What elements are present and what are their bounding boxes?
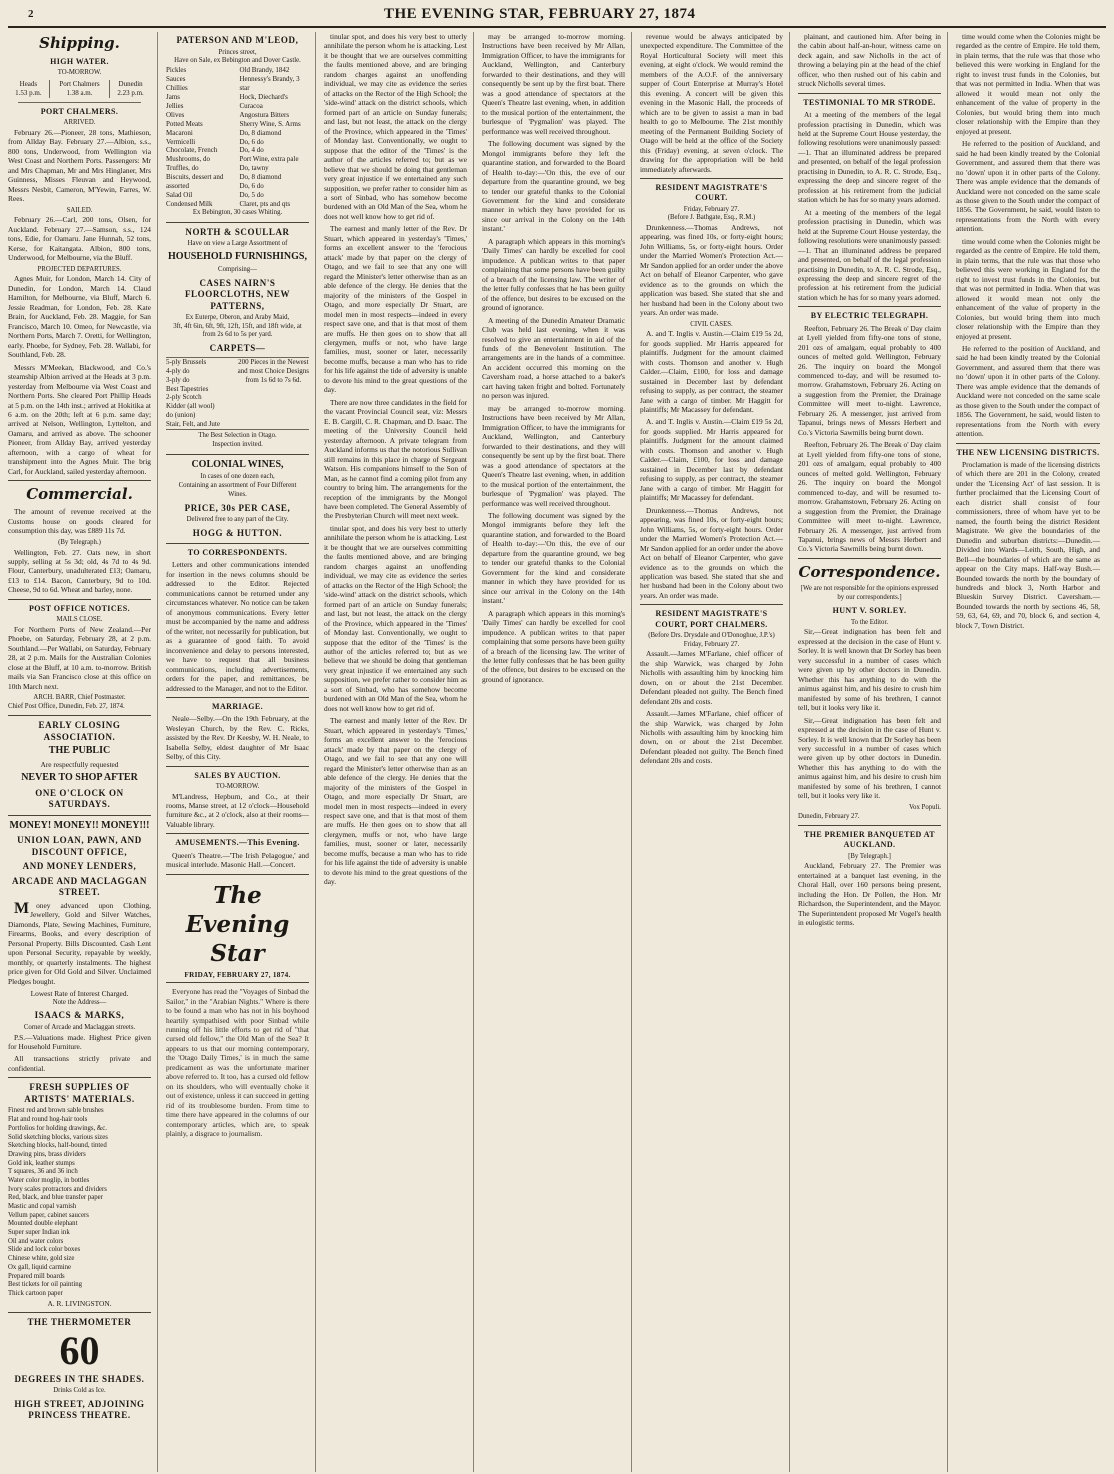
divider (8, 599, 151, 600)
marriage-text: Neale—Selby.—On the 19th February, at the Wesleyan Church, by the Rev. C. Ricks, assisted by the Rev. Dr Keesby, W. H. Neale, to Isabella Selby, eldest daughter of Mr Isaac Selby, of this City. (166, 714, 309, 762)
divider (166, 874, 309, 875)
list-item: Sherry Wine, S. Arms (239, 119, 301, 128)
list-item: Mounted double elephant (8, 1220, 78, 1228)
divider (8, 1077, 151, 1078)
early-closing-saturdays: ONE O'CLOCK ON SATURDAYS. (35, 787, 124, 810)
divider (798, 93, 941, 94)
list-item: Oil and water colors (8, 1237, 64, 1245)
masthead (8, 4, 1106, 28)
list-item: Sketching blocks, half-bound, tinted (8, 1142, 107, 1150)
divider (18, 102, 141, 103)
tide-time-heads: 1.53 p.m. (15, 89, 42, 98)
hunt-signoff: Vox Populi. (909, 803, 941, 811)
divider (166, 454, 309, 455)
article-text: A paragraph which appears in this morning's 'Daily Times' can hardly be excelled for cool impudence. A publican writes to that paper complaining that some persons have been guilty of a breach of the licensing law. The writer of the letter fully confesses that he has been guilty of the offence, but desires to be excused on the ground of ignorance. (482, 608, 625, 684)
list-item: Ox gall, liquid carmine (8, 1263, 72, 1271)
money-lenders: AND MONEY LENDERS, (22, 861, 137, 872)
column-3 (324, 32, 474, 1472)
column-7 (956, 32, 1106, 1472)
divider (8, 815, 151, 816)
hunt-text: Sir,—Great indignation has been felt and expressed at the decision in the case of Hunt v. Sorley. It is well known that Dr Sorley has been very successful in a number of cases which were given up by other doctors in Dunedin. Whether this has anything to do with the animus against him, and his desire to crush him manifested by some of his brethren, I cannot tell, but it looks very like it. (798, 627, 941, 713)
article-text: time would come when the Colonies might be regarded as the centre of Empire. He told them, in plain terms, that the rule was that those who believed this were working in England for the right to invest trust funds in the Colonies, but that was not permitted in India. When that was allowed it would mean not only the enhancement of the value of property in the Colonies, but would bring them into much closer relationship with the Empire than they enjoyed at present. (956, 32, 1100, 136)
telegraph-text: Reefton, February 26. The Break o' Day claim at Lyell yielded from fifty-one tons of stone, 201 ozs of amalgam, equal probably to 400 ounces of melted gold. Wellington, February 26. The inquiry on board the Mongol commenced to-day, and will be resumed to-morrow. Grahamstown, February 26. Acting on a suggestion from the Premier, the Drainage Committee will meet to-night. Lawrence, February 26. A messenger, just arrived from Tapanui, brings news of Messrs Herbert and Co.'s Victoria Sawmills being burnt down. (798, 323, 941, 437)
artists-list (8, 1107, 151, 1298)
list-item: Biscuits, dessert and assorted (166, 173, 224, 191)
marriage-heading: MARRIAGE. (212, 702, 263, 712)
divider (8, 1312, 151, 1313)
paterson-heading: PATERSON AND M'LEOD, (176, 35, 299, 45)
list-item: 5-ply Brussels (166, 357, 207, 366)
article-text: may be arranged to-morrow morning. Instructions have been received by Mr Allan, Immigration Officer, to have the immigrants for Auckland, Wellington, and Canterbury forwarded to their destinations, and they will consequently be sent up by the first boat. There was a good attendance of spectators at the Queen's Theatre last evening, when, in addition to the musical portion of the entertainment, the burlesque of 'Pygmalion' was played. The performance was well received throughout. (482, 403, 625, 508)
best-selection: The Best Selection in Otago. (198, 432, 277, 440)
telegraph-text: Reefton, February 26. The Break o' Day claim at Lyell yielded from fifty-one tons of stone, 201 ozs of amalgam, equal probably to 400 ounces of melted gold. Wellington, February 26. The inquiry on board the Mongol commenced to-day, and will be resumed to-morrow. Grahamstown, February 26. Acting on a suggestion from the Premier, the Drainage Committee will meet to-night. Lawrence, February 26. A messenger, just arrived from Tapanui, brings news of Messrs Herbert and Co.'s Victoria Sawmills being burnt down. (798, 440, 941, 554)
article-text: The following document was signed by the Mongol immigrants before they left the quarantine station, and forwarded to the Board of Health to-day:—'On this, the eve of our departure from the quarantine ground, we beg to tender our grateful thanks to the Colonial Government for the kind and considerate manner in which they have provided for us since our arrival in the Colony on the 14th instant.' (482, 510, 625, 606)
column-6 (798, 32, 948, 1472)
correspondence-heading: Correspondence. (798, 562, 941, 581)
tide-label-port: Port Chalmers (49, 80, 109, 89)
carpets-right: 200 Pieces in the Newest and most Choice Designs from 1s 6d to 7s 6d. (237, 357, 309, 384)
list-item: Jams (166, 92, 180, 101)
list-item: Mushrooms, do (166, 155, 210, 164)
list-item: 3-ply do (166, 375, 190, 384)
amusements-text: Queen's Theatre.—'The Irish Pelagogue,' and musical interlude. Masonic Hall.—Concert. (166, 850, 309, 870)
list-item: Prepared mill boards (8, 1272, 65, 1280)
list-item: Flat and round hog-hair tools (8, 1116, 88, 1124)
pc-court-before: (Before Drs. Drysdale and O'Donoghue, J.P.'s) (648, 631, 775, 639)
list-item: Truffles, do (166, 164, 199, 173)
auction-text: M'Landress, Hepburn, and Co., at their rooms, Manse street, at 12 o'clock—Household furniture &c., at 2 o'clock, also at their rooms—Valuable library. (166, 791, 309, 829)
list-item: Water color moglip, in bottles (8, 1176, 90, 1184)
page-number: 2 (28, 8, 34, 20)
list-item: T squares, 36 and 36 inch (8, 1168, 78, 1176)
list-item: Port Wine, extra pale (239, 155, 299, 164)
artists-signoff: A. R. LIVINGSTON. (47, 1298, 112, 1308)
arrived-heading: ARRIVED. (63, 119, 96, 127)
household-heading: HOUSEHOLD FURNISHINGS, (168, 251, 307, 263)
auction-heading: SALES BY AUCTION. (194, 770, 281, 780)
premier-heading: THE PREMIER BANQUETED AT AUCKLAND. (803, 830, 936, 850)
divider (798, 825, 941, 826)
list-item: Salad Oil (166, 191, 193, 200)
list-item: Do, tawny (239, 164, 269, 173)
address-note: Note the Address— (52, 998, 107, 1006)
premier-telegraph: [By Telegraph.] (848, 852, 891, 860)
list-item: Chinese white, gold size (8, 1255, 75, 1263)
pc-court-date: Friday, February 27. (683, 640, 740, 648)
high-water-heading: HIGH WATER. (50, 57, 109, 67)
list-item: Old Brandy, 1842 (239, 65, 290, 74)
testimonial-text: At a meeting of the members of the legal profession practising in Dunedin, which was held at the Supreme Court House yesterday, the following resolutions were unanimously passed:—1. That an illuminated address be prepared and presented, on behalf of the legal profession practising in Dunedin, to A. R. C. Strode, Esq., expressing the deep and sincere regret of the profession at his retirement from the judicial station which he has for so many years adorned. (798, 110, 941, 205)
licensing-heading: THE NEW LICENSING DISTRICTS. (956, 447, 1100, 457)
list-item: Do, 8 diamond (239, 173, 282, 182)
list-item: Chocolate, French (166, 146, 218, 155)
column-4 (482, 32, 632, 1472)
leader-text: Everyone has read the "Voyages of Sinbad the Sailor," in the "Arabian Nights." Where is there to be found a man who has not in his boyhood heartily sympathised with poor Sinbad while running off his little efforts to get rid of "that cursed old fellow," the Old Man of the Sea? It appears to us that our morning contemporary, the 'Otago Daily Times,' is in much the same predicament as was the unfortunate mariner above referred to. It too, has a cursed old fellow on its shoulders, who will eventually choke it out of existence, unless it can succeed in getting rid of its troublesome burden. From time to time there have appeared in the columns of our contemporary articles, which are, to speak plainly, a disgrace to journalism. (166, 987, 309, 1139)
carpets-heading: CARPETS— (209, 343, 266, 354)
article-text: The following document was signed by the Mongol immigrants before they left the quarantine station, and forwarded to the Board of Health to-day:—'On this, the eve of our departure from the quarantine ground, we beg to tender our grateful thanks to the Colonial Government for the kind and considerate manner in which they have provided for us since our arrival in the Colony on the 14th instant.' (482, 139, 625, 234)
newspaper-title: THE EVENING STAR, FEBRUARY 27, 1874 (383, 5, 696, 22)
list-item: Claret, pts and qts (239, 200, 291, 209)
list-item: do (union) (166, 411, 196, 420)
paterson-right (240, 66, 310, 209)
article-text: He referred to the position of Auckland, and said he had been kindly treated by the Colonial Government, and assured them that there was no 'down' upon it in other parts of the Colony. There was ample evidence that the demands of Auckland were not conceded on the same scale as those given to the South under the compact of 1856. The Government, he said, would listen to representations from the North with every attention. (956, 344, 1100, 439)
sailed-text: February 26.—Carl, 200 tons, Olsen, for Auckland. February 27.—Samson, s.s., 124 tons, Edie, for Oamaru. Jane Hunnah, 52 tons, Kerse, for Kaitangata. Albion, 800 tons, Underwood, for Melbourne, via the Bluff. (8, 215, 151, 263)
rm-court-text: Drunkenness.—Thomas Andrews, not appearing, was fined 10s, or forty-eight hours; John Williams, 5s, or forty-eight hours. Order under the Married Women's Protection Act.—Mr Sandon applied for an order under the above Act on behalf of Eleanor Carpenter, who gave evidence as to the grounds on which the application was based. She stated that she and her husband had been in the Colony about two years. An order was made. (640, 222, 783, 318)
list-item: Do, 4 do (239, 146, 264, 155)
list-item: Ivory scales protractors and dividers (8, 1185, 107, 1193)
post-office-heading: POST OFFICE NOTICES. (29, 603, 130, 613)
article-text: tinular spot, and does his very best to utterly annihilate the person whom he is attacking. Lest it be thought that we are ourselves committing the faults mentioned above, and are bringing random charges against an unoffending individual, we may cite as evidence the series of attacks on the Rector of the High School; the 'side-wind' attack on the district schools, which formed part of an article on Sunday funerals; and last, but not least, the attack on the clergy of the Province, which appeared in the 'Times' of Monday last. Conventionally, we ought to suppose that the editor of the 'Times' is the author of the articles referred to; but as we believe that we should be doing that gentleman very great injustice if we entertained any such supposition, we prefer rather to consider him as a sort of Sinbad, who has somehow become burdened with an Old Man of the Sea, whom he does not well know how to get rid of. (324, 32, 467, 221)
premier-text: Auckland, February 27. The Premier was entertained at a banquet last evening, in the Choral Hall, over 160 persons being present, including the Hon. Dr Pollen, the Hon. Mr Richardson, the Superintendent, and the Mayor. The Superintendent proposed Mr Vogel's health in eulogistic terms. (798, 861, 941, 928)
divider (8, 715, 151, 716)
pc-court-text: Assault.—James M'Farlane, chief officer of the ship Warwick, was charged by John Nicholls with assaulting him by knocking him down, on or about the 21st December. Defendant pleaded not guilty. The Bench fined defendant 20s and costs. (640, 709, 783, 766)
article-text: He referred to the position of Auckland, and said he had been kindly treated by the Colonial Government, and assured them that there was no 'down' upon it in other parts of the Colony. There was ample evidence that the demands of Auckland were not conceded on the same scale as those given to the South under the compact of 1856. The Government, he said, would listen to representations from the North with every attention. (956, 139, 1100, 234)
divider (798, 306, 941, 307)
list-item: Olives (166, 110, 185, 119)
departures-heading: PROJECTED DEPARTURES. (37, 265, 122, 273)
tide-time-dunedin: 2.23 p.m. (110, 89, 151, 98)
colonial-delivered: Delivered free to any part of the City. (186, 516, 289, 524)
list-item: Do, 6 do (239, 137, 264, 146)
tide-table (8, 80, 151, 98)
commercial-heading: Commercial. (26, 485, 133, 504)
early-closing-heading: EARLY CLOSING ASSOCIATION. (38, 720, 121, 742)
list-item: Vermicelli (166, 137, 196, 146)
divider (166, 833, 309, 834)
list-item: Sauces (166, 74, 186, 83)
article-text: A meeting of the Dunedin Amateur Dramatic Club was held last evening, when it was resolved to give an entertainment in aid of the funds of the Benevolent Institution. The arrangements are in the hands of a committee. An accident occurred this morning on the Caversham road, a horse attached to a baker's cart having taken fright and bolted. Fortunately no person was injured. (482, 315, 625, 401)
list-item: Best Tapestries (166, 384, 209, 393)
evening-star-title: The Evening Star (185, 881, 290, 968)
testimonial-heading: TESTIMONIAL TO MR STRODE. (803, 97, 936, 107)
shipping-notes: Messrs M'Meekan, Blackwood, and Co.'s steamship Albion arrived at the Heads at 3 p.m. yesterday from Melbourne via West Coast and Northern Ports. She cleared Port Phillip Heads at 5 p.m. on the 14th inst.; arrived at Hokitika at 6 a.m. on the 20th; left at 6 p.m. same day; arrived at Nelson, Wellington, Lyttelton, and Oamaru, and arrived as above. The schooner Pioneer, from Allday Bay, arrived yesterday afternoon, with a cargo of wheat for transhipment into the Agnes Muir. The brig Carl, for Auckland, sailed yesterday afternoon. (8, 362, 151, 476)
paterson-left (166, 66, 236, 209)
list-item: Pickles (166, 65, 187, 74)
correspondents-text: Letters and other communications intended for insertion in the news columns should be addressed to the Editor. Rejected communications cannot be returned under any circumstances whatever. No notice can be taken of anonymous communications. Every letter must be accompanied by the name and address of the writer, not necessarily for publication, but as a guarantee of good faith. To avoid inconvenience and delay to persons interested, we have to request that all business communications, including advertisements, orders for the paper, and remittances, be addressed to the Manager, and not to the Editor. (166, 560, 309, 693)
carpets-left (166, 358, 238, 430)
early-closing-public: THE PUBLIC (48, 745, 111, 757)
list-item: Drawing pins, brass dividers (8, 1150, 86, 1158)
article-text: There are now three candidates in the field for the vacant Provincial Council seat, viz: Messrs E. B. Cargill, C. R. Chapman, and D. Isaac. The meeting of the University Council held yesterday afternoon. A private telegram from Auckland informs us that the notorious Sullivan still remains in this place in charge of Sergeant Watson. His companions himself to the Son of Man, as he cannot find a coming pilot from any country to bring him. The arrangements for the reception of the immigrants by the Mongol have been completed. The General Assembly of the Presbyterian Church will meet next week. (324, 397, 467, 521)
rm-court-text: Drunkenness.—Thomas Andrews, not appearing, was fined 10s, or forty-eight hours; John Williams, 5s, or forty-eight hours. Order under the Married Women's Protection Act.—Mr Sandon applied for an order under the above Act on behalf of Eleanor Carpenter, who gave evidence as to the grounds on which the application was based. She stated that she and her husband had been in the Colony about two years. An order was made. (640, 505, 783, 600)
list-item: Vellum paper, cabinet saucers (8, 1211, 89, 1219)
isaacs-confidential: All transactions strictly private and confidential. (8, 1054, 151, 1073)
list-item: Stair, Felt, and Jute (166, 420, 220, 429)
list-item: Kidder (all wool) (166, 402, 215, 411)
divider (166, 222, 309, 223)
artists-heading: FRESH SUPPLIES OF ARTISTS' MATERIALS. (24, 1082, 135, 1104)
list-item: Do, 6 do (239, 182, 264, 191)
tide-label-dunedin: Dunedin (110, 80, 151, 89)
rm-court-date: Friday, February 27. (683, 205, 740, 213)
paterson-street: Princes street, (218, 48, 257, 56)
divider (956, 443, 1100, 444)
correspondence-note: [We are not responsible for the opinions expressed by our correspondents.] (800, 585, 939, 601)
list-item: Do, 8 diamond (239, 128, 282, 137)
list-item: Jellies (166, 101, 184, 110)
pc-court-heading: RESIDENT MAGISTRATE'S COURT, PORT CHALMERS. (655, 609, 768, 629)
divider (640, 178, 783, 179)
article-text: A paragraph which appears in this morning's 'Daily Times' can hardly be excelled for cool impudence. A publican writes to that paper complaining that some persons have been guilty of a breach of the licensing law. The writer of the letter fully confesses that he has been guilty of the offence, but desires to be excused on the ground of ignorance. (482, 236, 625, 313)
list-item: Solid sketching blocks, various sizes (8, 1133, 108, 1141)
divider (8, 480, 151, 481)
correspondents-heading: TO CORRESPONDENTS. (187, 548, 288, 558)
list-item: Best tickets for oil painting (8, 1281, 82, 1289)
list-item: Potted Meats (166, 119, 203, 128)
list-item: Angostura Bitters (239, 110, 290, 119)
list-item: 4-ply do (166, 366, 190, 375)
hunt-to: To the Editor. (850, 618, 889, 626)
money-text: Money advanced upon Clothing, Jewellery, Gold and Silver Watches, Diamonds, Plate, Sewing Machines, Furniture, Firearms, Books, and every description of Personal Property. Bills Discounted. Cash Lent upon Personal Security, repayable by weekly, monthly, or quarterly instalments. The highest price given for Old Gold and Silver. Unclaimed Pledges bought. (8, 899, 151, 986)
licensing-text: Proclamation is made of the licensing districts of which there are 201 in the Colony, created under the 'Licensing Act' of last session. It is further proclaimed that the Licensing Court of each district shall consist of four commissioners, three of whom have yet to be named, the fourth being the district Resident Magistrate. We give the boundaries of the Dunedin and suburban districts:—Dunedin.—Divided into Wards—Leith, South, High, and Bell—the boundaries of which are the same as appear on the City maps. Half-way Bush.—Bounded towards the north by the boundary of hundreds and block 3, North Harbor and Blueskin Survey District. Caversham.—Bounded towards the north by sections 46, 58, 59, 63, 64, 69, and 70, block 6, and section 4, block 7, Town District. (956, 459, 1100, 630)
paterson-ex: Ex Bebington, 30 cases Whiting. (192, 209, 283, 217)
thermometer-unit: DEGREES IN THE SHADES. (14, 1373, 145, 1384)
list-item: Super super Indian ink (8, 1229, 70, 1237)
isaacs-corner: Corner of Arcade and Maclaggan streets. (23, 1023, 136, 1031)
article-text: revenue would be always anticipated by unexpected expenditure. The Committee of the Royal Horticultural Society will meet this evening, at eight o'clock. We would remind the members of the A.O.F. of the anniversary supper of Court Enterprise at Murray's Hotel this evening. A concert will be given this evening in the Masonic Hall, the proceeds of which are to be given to assist a man in bad health to go to Melbourne. The 21st monthly meeting of the Permanent Building Society of Otago will be held at the office of the Society this (Friday) evening, at seven o'clock. The drawing for the appropriation will be held immediately afterwards. (640, 32, 783, 174)
article-text: plainant, and cautioned him. After being in the cabin about half-an-hour, witness came on deck again, and saw Nicholls in the act of throwing a belaying pin at the head of the chief officer, who then rushed out of his cabin and struck Nicholls several times. (798, 32, 941, 89)
list-item: Hennessy's Brandy, 3 star (239, 74, 300, 92)
article-text: tinular spot, and does his very best to utterly annihilate the person whom he is attacking. Lest it be thought that we are ourselves committing the faults mentioned above, and are bringing random charges against an unoffending individual, we may cite as evidence the series of attacks on the Rector of the High School; the 'side-wind' attack on the district schools, which formed part of an article on Sunday funerals; and last, but not least, the attack on the clergy of the Province, which appeared in the 'Times' of Monday last. Conventionally, we ought to suppose that the editor of the 'Times' is the author of the articles referred to; but as we believe that we should be doing that gentleman very great injustice if we entertained any such supposition, we prefer rather to consider him as a sort of Sinbad, who has somehow become burdened with an Old Man of the Sea, whom he does not well know how to get rid of. (324, 523, 467, 713)
shipping-heading: Shipping. (39, 34, 120, 52)
list-item: Hock, Diechard's (239, 92, 288, 101)
hogg-hutton: HOGG & HUTTON. (192, 527, 283, 538)
column-5 (640, 32, 790, 1472)
post-text: For Northern Ports of New Zealand.—Per Phoebe, on Saturday, February 28, at 2 p.m. Southland.—Per Wallabi, on Saturday, February 28, at 2 p.m. Mails for the Australian Colonies close at the Bluff, at 10 a.m. to-morrow. British mails via San Francisco close at this office on 10th March next. (8, 624, 151, 691)
sailed-heading: SAILED. (66, 206, 93, 214)
thermometer-drinks: Drinks Cold as Ice. (53, 1387, 106, 1395)
list-item: Condensed Milk (166, 200, 213, 209)
list-item: Slide and lock color boxes (8, 1246, 81, 1254)
divider (640, 604, 783, 605)
list-item: Mastic and copal varnish (8, 1203, 77, 1210)
widths: 3ft, 4ft 6in, 6ft, 9ft, 12ft, 15ft, and 18ft wide, at from 2s 6d to 5s per yard. (173, 322, 302, 339)
civil-text: A. and T. Inglis v. Austin.—Claim £19 5s 2d, for goods supplied. Mr Harris appeared for plaintiffs. Judgment for the amount claimed with costs. Thomson and another v. Hugh Calder.—Claim, £100, for loss and damage sustained in December last by defendant refusing to supply, as per contract, the steamer Jane with a cargo of timber. Mr Haggitt for plaintiffs; Mr Macassey for defendant. (640, 329, 783, 414)
arcade-address: ARCADE AND MACLAGGAN STREET. (12, 875, 147, 898)
list-item: Do, 5 do (239, 191, 264, 200)
thermometer-heading: THE THERMOMETER (27, 1317, 132, 1328)
money-heading: MONEY! MONEY!! MONEY!!! (9, 819, 150, 831)
list-item: 2-ply Scotch (166, 393, 202, 402)
early-closing-requested: Are respectfully requested (40, 760, 119, 770)
divider (166, 697, 309, 698)
article-text: The earnest and manly letter of the Rev. Dr Stuart, which appeared in yesterday's 'Times,' forms an excellent answer to the 'ferocious attack' made by that paper on the clergy of Otago, and we fail to see that any one will regard the Minister's letter otherwise than as an able defence of the clergy. He denies that the majority of the ministers of the Gospel in Otago, and more especially Dr Stuart, are model men in most respects—indeed in every respect save one, and that is that most of them are muffs. He then goes on to show that all clergymen, muffs or not, who have large families, must, sooner or later, necessarily become muffs, because a man who has to ride for his life against the tide of adversity is unable to devote his mind to the great questions of the day. (324, 224, 467, 395)
high-water-sub: TO-MORROW. (57, 69, 102, 77)
departures-text: Agnes Muir, for London, March 14. City of Dunedin, for London, March 14. Claud Hamilton, for Melbourne, via Bluff, March 6. Jessie Readman, for London, Feb. 28. Kate Brain, for Auckland, Feb. 28. Maggie, for San Francisco, March 10. Omeo, for Newcastle, via Northern Ports, March 7. Oretti, for Wellington, early. Phoebe, for Sydney, Feb. 28. Wallabi, for Southland, Feb. 28. (8, 274, 151, 360)
colonial-wines: Wines. (228, 490, 247, 498)
list-item: Curacoa (239, 101, 263, 110)
hunt-date: Dunedin, February 27. (798, 812, 860, 820)
north-scoullar: NORTH & SCOULLAR (185, 226, 290, 237)
testimonial-text: At a meeting of the members of the legal profession practising in Dunedin, which was held at the Supreme Court House yesterday, the following resolutions were unanimously passed:—1. That an illuminated address be prepared and presented, on behalf of the legal profession practising in Dunedin, to A. R. C. Strode, Esq., expressing the deep and sincere regret of the profession at his retirement from the judicial station which he has for so many years adorned. (798, 207, 941, 302)
north-view: Have on view a Large Assortment of (187, 240, 288, 248)
colonial-wines-heading: COLONIAL WINES, (191, 458, 284, 470)
telegraph-heading: BY ELECTRIC TELEGRAPH. (810, 311, 929, 321)
column-1 (8, 32, 158, 1472)
divider (166, 766, 309, 767)
list-item: Red, black, and blue transfer paper (8, 1194, 103, 1202)
union-loan: UNION LOAN, PAWN, AND DISCOUNT OFFICE, (17, 835, 142, 857)
list-item: Chillies (166, 83, 188, 92)
colonial-cases: In cases of one dozen each, (200, 473, 275, 481)
divider (166, 543, 309, 544)
mails-close: MAILS CLOSE. (56, 616, 103, 624)
isaacs-ps: P.S.—Valuations made. Highest Price given for Household Furniture. (8, 1032, 151, 1051)
early-closing-never: NEVER TO SHOP AFTER (21, 771, 138, 783)
commercial-wire: Wellington, Feb. 27. Oats new, in short supply, selling at 5s 3d; old, 4s 7d to 4s 9d. Flour, Canterbury, unadulterated £13; Oamaru, £13 to £14. Bacon, Canterbury, 9d to 10d. Cheese, 9d to 6d. Wheat and barley, none. (8, 547, 151, 595)
cases-nairn: CASES NAIRN'S FLOORCLOTHS, NEW PATTERNS, (184, 277, 291, 311)
rm-court-heading: RESIDENT MAGISTRATE'S COURT. (655, 183, 768, 203)
tide-label-heads: Heads (19, 80, 38, 89)
post-place: Chief Post Office, Dunedin, Feb. 27, 1874. (8, 702, 125, 710)
telegraph-note: (By Telegraph.) (58, 538, 101, 546)
list-item: Thick cartoon paper (8, 1289, 63, 1297)
article-text: time would come when the Colonies might be regarded as the centre of Empire. He told them, in plain terms, that the rule was that those who believed this were working in England for the right to invest trust funds in the Colonies, but that was not permitted in India. When that was allowed it would mean not only the enhancement of the value of property in the Colonies, but would bring them into much closer relationship with the Empire than they enjoyed at present. (956, 236, 1100, 341)
ex-ships: Ex Euterpe, Oberon, and Araby Maid, (185, 314, 290, 322)
thermometer-value: 60 (59, 1327, 100, 1373)
rm-court-before: (Before J. Bathgate, Esq., R.M.) (667, 214, 756, 222)
article-text: The earnest and manly letter of the Rev. Dr Stuart, which appeared in yesterday's 'Times,' forms an excellent answer to the 'ferocious attack' made by that paper on the clergy of Otago, and we fail to see that any one will regard the Minister's letter otherwise than as an able defence of the clergy. He denies that the majority of the ministers of the Gospel in Otago, and more especially Dr Stuart, are model men in most respects—indeed in every respect save one, and that is that most of them are muffs. He then goes on to show that all clergymen, muffs or not, who have large families, must, sooner or later, necessarily become muffs, because a man who has to ride for his life against the tide of adversity is unable to devote his mind to the great questions of the day. (324, 716, 467, 887)
comprising: Comprising— (218, 265, 257, 273)
columns (8, 32, 1106, 1472)
list-item: Finest red and brown sable brushes (8, 1107, 104, 1115)
port-heading: PORT CHALMERS. (40, 107, 119, 117)
arrived-text: February 26.—Pioneer, 28 tons, Mathieson, from Allday Bay. February 27.—Albion, s.s., 800 tons, Underwood, from Wellington via West Coast and Northern Ports. Passengers: Mr and Mrs Chapman, Mr and Mrs Hinglaner, Mrs Guinness, Misses Fleuvan and Heywood, Messrs Nesbit, Cameron, M'Yewin, Farres, W. Rees. (8, 127, 151, 204)
list-item: Portfolios for holding drawings, &c. (8, 1124, 107, 1132)
civil-text: A. and T. Inglis v. Austin.—Claim £19 5s 2d, for goods supplied. Mr Harris appeared for plaintiffs. Judgment for the amount claimed with costs. Thomson and another v. Hugh Calder.—Claim, £100, for loss and damage sustained in December last by defendant refusing to supply, as per contract, the steamer Jane with a cargo of timber. Mr Haggitt for plaintiffs; Mr Macassey for defendant. (640, 417, 783, 503)
divider (798, 558, 941, 559)
civil-heading: CIVIL CASES. (690, 320, 733, 328)
isaacs-marks: ISAACS & MARKS, (34, 1010, 125, 1021)
dateline: FRIDAY, FEBRUARY 27, 1874. (166, 971, 309, 983)
auction-sub: TO-MORROW. (215, 782, 260, 790)
amusements-heading: AMUSEMENTS.—This Evening. (175, 838, 300, 848)
hunt-text: Sir,—Great indignation has been felt and expressed at the decision in the case of Hunt v. Sorley. It is well known that Dr Sorley has been very successful in a number of cases which were given up by other doctors in Dunedin. Whether this has anything to do with the animus against him, and his desire to crush him manifested by some of his brethren, I cannot tell, but it looks very like it. (798, 715, 941, 801)
paterson-list (166, 66, 309, 209)
column-2 (166, 32, 316, 1472)
article-text: may be arranged to-morrow morning. Instructions have been received by Mr Allan, Immigration Officer, to have the immigrants for Auckland, Wellington, and Canterbury forwarded to their destinations, and they will consequently be sent up by the first boat. There was a good attendance of spectators at the Queen's Theatre last evening, when, in addition to the musical portion of the entertainment, the burlesque of 'Pygmalion' was played. The performance was well received throughout. (482, 32, 625, 136)
post-signoff: ARCH. BARR, Chief Postmaster. (33, 694, 126, 702)
list-item: Gold ink, leather stumps (8, 1159, 75, 1167)
paterson-sale: Have on Sale, ex Bebington and Dover Castle. (174, 57, 301, 65)
list-item: Macaroni (166, 128, 193, 137)
colonial-price: PRICE, 30s PER CASE, (184, 502, 291, 513)
commercial-text: The amount of revenue received at the Customs house on goods cleared for consumption this day, was £889 11s 7d. (8, 507, 151, 536)
pc-court-text: Assault.—James M'Farlane, chief officer of the ship Warwick, was charged by John Nicholls with assaulting him by knocking him down, on or about the 21st December. Defendant pleaded not guilty. The Bench fined defendant 20s and costs. (640, 649, 783, 706)
thermometer-address: HIGH STREET, ADJOINING PRINCESS THEATRE. (14, 1398, 145, 1421)
carpets-table (166, 357, 309, 431)
lowest-rate: Lowest Rate of Interest Charged. (30, 989, 129, 999)
tide-time-port: 1.38 a.m. (49, 89, 109, 98)
inspection: Inspection invited. (212, 440, 263, 448)
colonial-assortment: Containing an assortment of Four Different (178, 482, 297, 490)
hunt-heading: HUNT V. SORLEY. (832, 606, 907, 616)
